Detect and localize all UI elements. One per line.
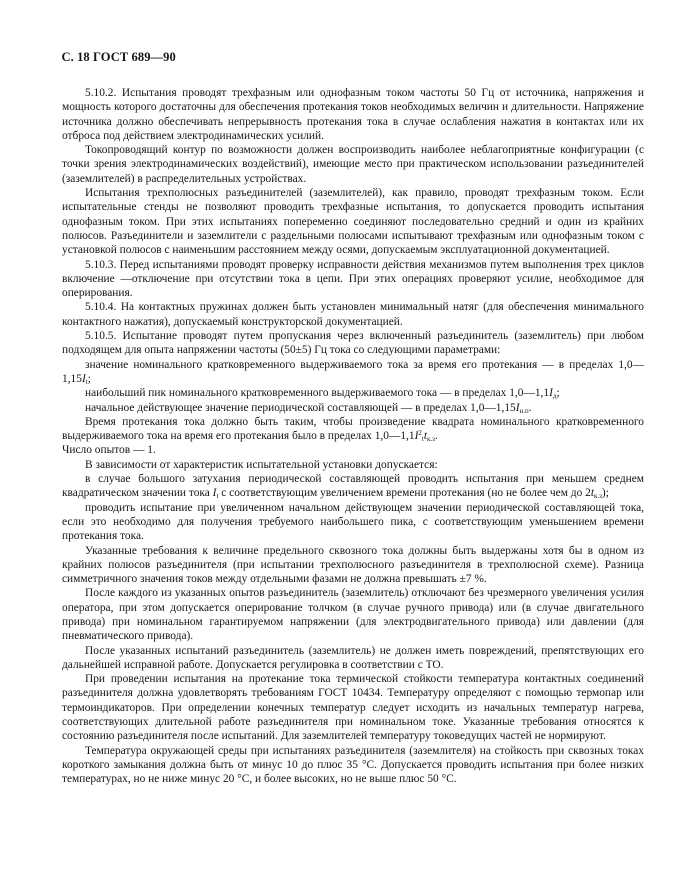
tests-count: Число опытов — 1.	[62, 444, 156, 457]
paragraph-5-10-3: 5.10.3. Перед испытаниями проводят проверку исправности действия механизмов путем выполнения трех циклов включение —отключение при отсутствии тока в цепи. При этих операциях проверяют усилие, необходимое для оперирования.	[62, 258, 644, 300]
paragraph-thermal: При проведении испытания на протекание тока термической стойкости температура контактных соединений разъединителя должна удовлетворять требованиям ГОСТ 10434. Температуру определяют с помощью термопар или термоиндикаторов. При определении конечных температур следует исходить из начальных температур нагрева, соответствующих длительной работе разъединителя при номинальном токе. Указанные требования относятся к состоянию разъединителя после испытаний. Для заземлителей температуру токоведущих частей не нормируют.	[62, 673, 644, 743]
paragraph-5-10-2: 5.10.2. Испытания проводят трехфазным или однофазным током частоты 50 Гц от источника, напряжения и мощность которого достаточны для обеспечения протекания токов необходимых величин и длительности. Напряжение источника должно обеспечивать непрерывность протекания тока в случае ослабления нажатия в контактах или их отброса под действием электродинамических усилий.	[62, 87, 644, 142]
paragraph-5-10-4: 5.10.4. На контактных пружинах должен быть установлен минимальный натяг (для обеспечения минимального контактного нажатия), допускаемый конструкторской документацией.	[62, 301, 644, 328]
param-peak-current: наибольший пик номинального кратковременного выдерживаемого тока — в пределах $1,0—1,1I_д$;	[85, 387, 560, 401]
paragraph-5-10-5: 5.10.5. Испытание проводят путем пропускания через включенный разъединитель (заземлитель) при любом подходящем для опыта напряжении частоты (50±5) Гц тока со следующими параметрами:	[62, 330, 644, 357]
paragraph-three-pole: Испытания трехполюсных разъединителей (заземлителей), как правило, проводят трехфазным током. Если испытательные стенды не позволяют проводить трехфазные испытания, то допускается проводить испытания однофазным током. При этих испытаниях попеременно соединяют последовательно средний и один из крайних полюсов. Разъединители и заземлители с раздельными полюсами испытывают трехфазным или однофазным током с установкой полюсов с наименьшим расстоянием между осями, допускаемым эксплуатационной документацией.	[62, 187, 644, 257]
paragraph-requirements: Указанные требования к величине предельного сквозного тока должны быть выдержаны хотя бы в одном из крайних полюсов разъединителя (при испытании трехполюсного разъединителя в трехполюсной схеме). Разница симметричного значения токов между отдельными фазами не должна превышать ±7 %.	[62, 544, 644, 586]
paragraph-no-damage: После указанных испытаний разъединитель (заземлитель) не должен иметь повреждений, препятствующих его дальнейшей исправной работе. Допускается регулировка в соответствии с ТО.	[62, 644, 644, 671]
paragraph-allowed: В зависимости от характеристик испытательной установки допускается:	[85, 458, 438, 471]
paragraph-ambient-temperature: Температура окружающей среды при испытаниях разъединителя (заземлителя) на стойкость при сквозных токах короткого замыкания должна быть от минус 10 до плюс 35 °С. Допускается проводить испытания при более низких температурах, но не ниже минус 20 °С, и более высоких, но не выше плюс 50 °С.	[62, 744, 644, 786]
paragraph-after-each-test: После каждого из указанных опытов разъединитель (заземлитель) отключают без чрезмерного увеличения усилия оператора, при этом допускается оперирование толчком (в случае ручного привода) или (в случае двигательного привода) при номинальном гарантируемом напряжении (для электродвигательного привода) или давлении (для пневматического привода).	[62, 587, 644, 643]
page-header: С. 18 ГОСТ 689—90	[61, 50, 176, 64]
param-nominal-current: значение номинального кратковременного выдерживаемого тока за время его протекания — в пределах $1,0—1,15I_t$;	[62, 358, 644, 386]
paragraph-flow-time: Время протекания тока должно быть таким, чтобы произведение квадрата номинального кратковременного выдерживаемого тока на время его протекания было в пределах $1,0—1,1I^2_tt_{к.з}$. Число опытов — 1.	[62, 415, 644, 457]
paragraph-increased-current: проводить испытание при увеличенном начальном действующем значении периодической составляющей тока, если это необходимо для получения требуемого наибольшего пика, с соответствующим уменьшением времени протекания тока.	[62, 501, 644, 543]
param-initial-value: начальное действующее значение периодической составляющей — в пределах $1,0—1,15I_{н.п}$.	[85, 401, 532, 415]
paragraph-attenuation: в случае большого затухания периодической составляющей проводить испытания при меньшем среднем квадратическом значении тока $I_t$ с соответствующим увеличением времени протекания (но не более чем до $2t_{к.з}$);	[62, 473, 644, 501]
paragraph-contour: Токопроводящий контур по возможности должен воспроизводить наиболее неблагоприятные конфигурации (с точки зрения электродинамических воздействий), имеющие место при практическом использовании разъединителей (заземлителей) в распределительных устройствах.	[62, 144, 644, 185]
